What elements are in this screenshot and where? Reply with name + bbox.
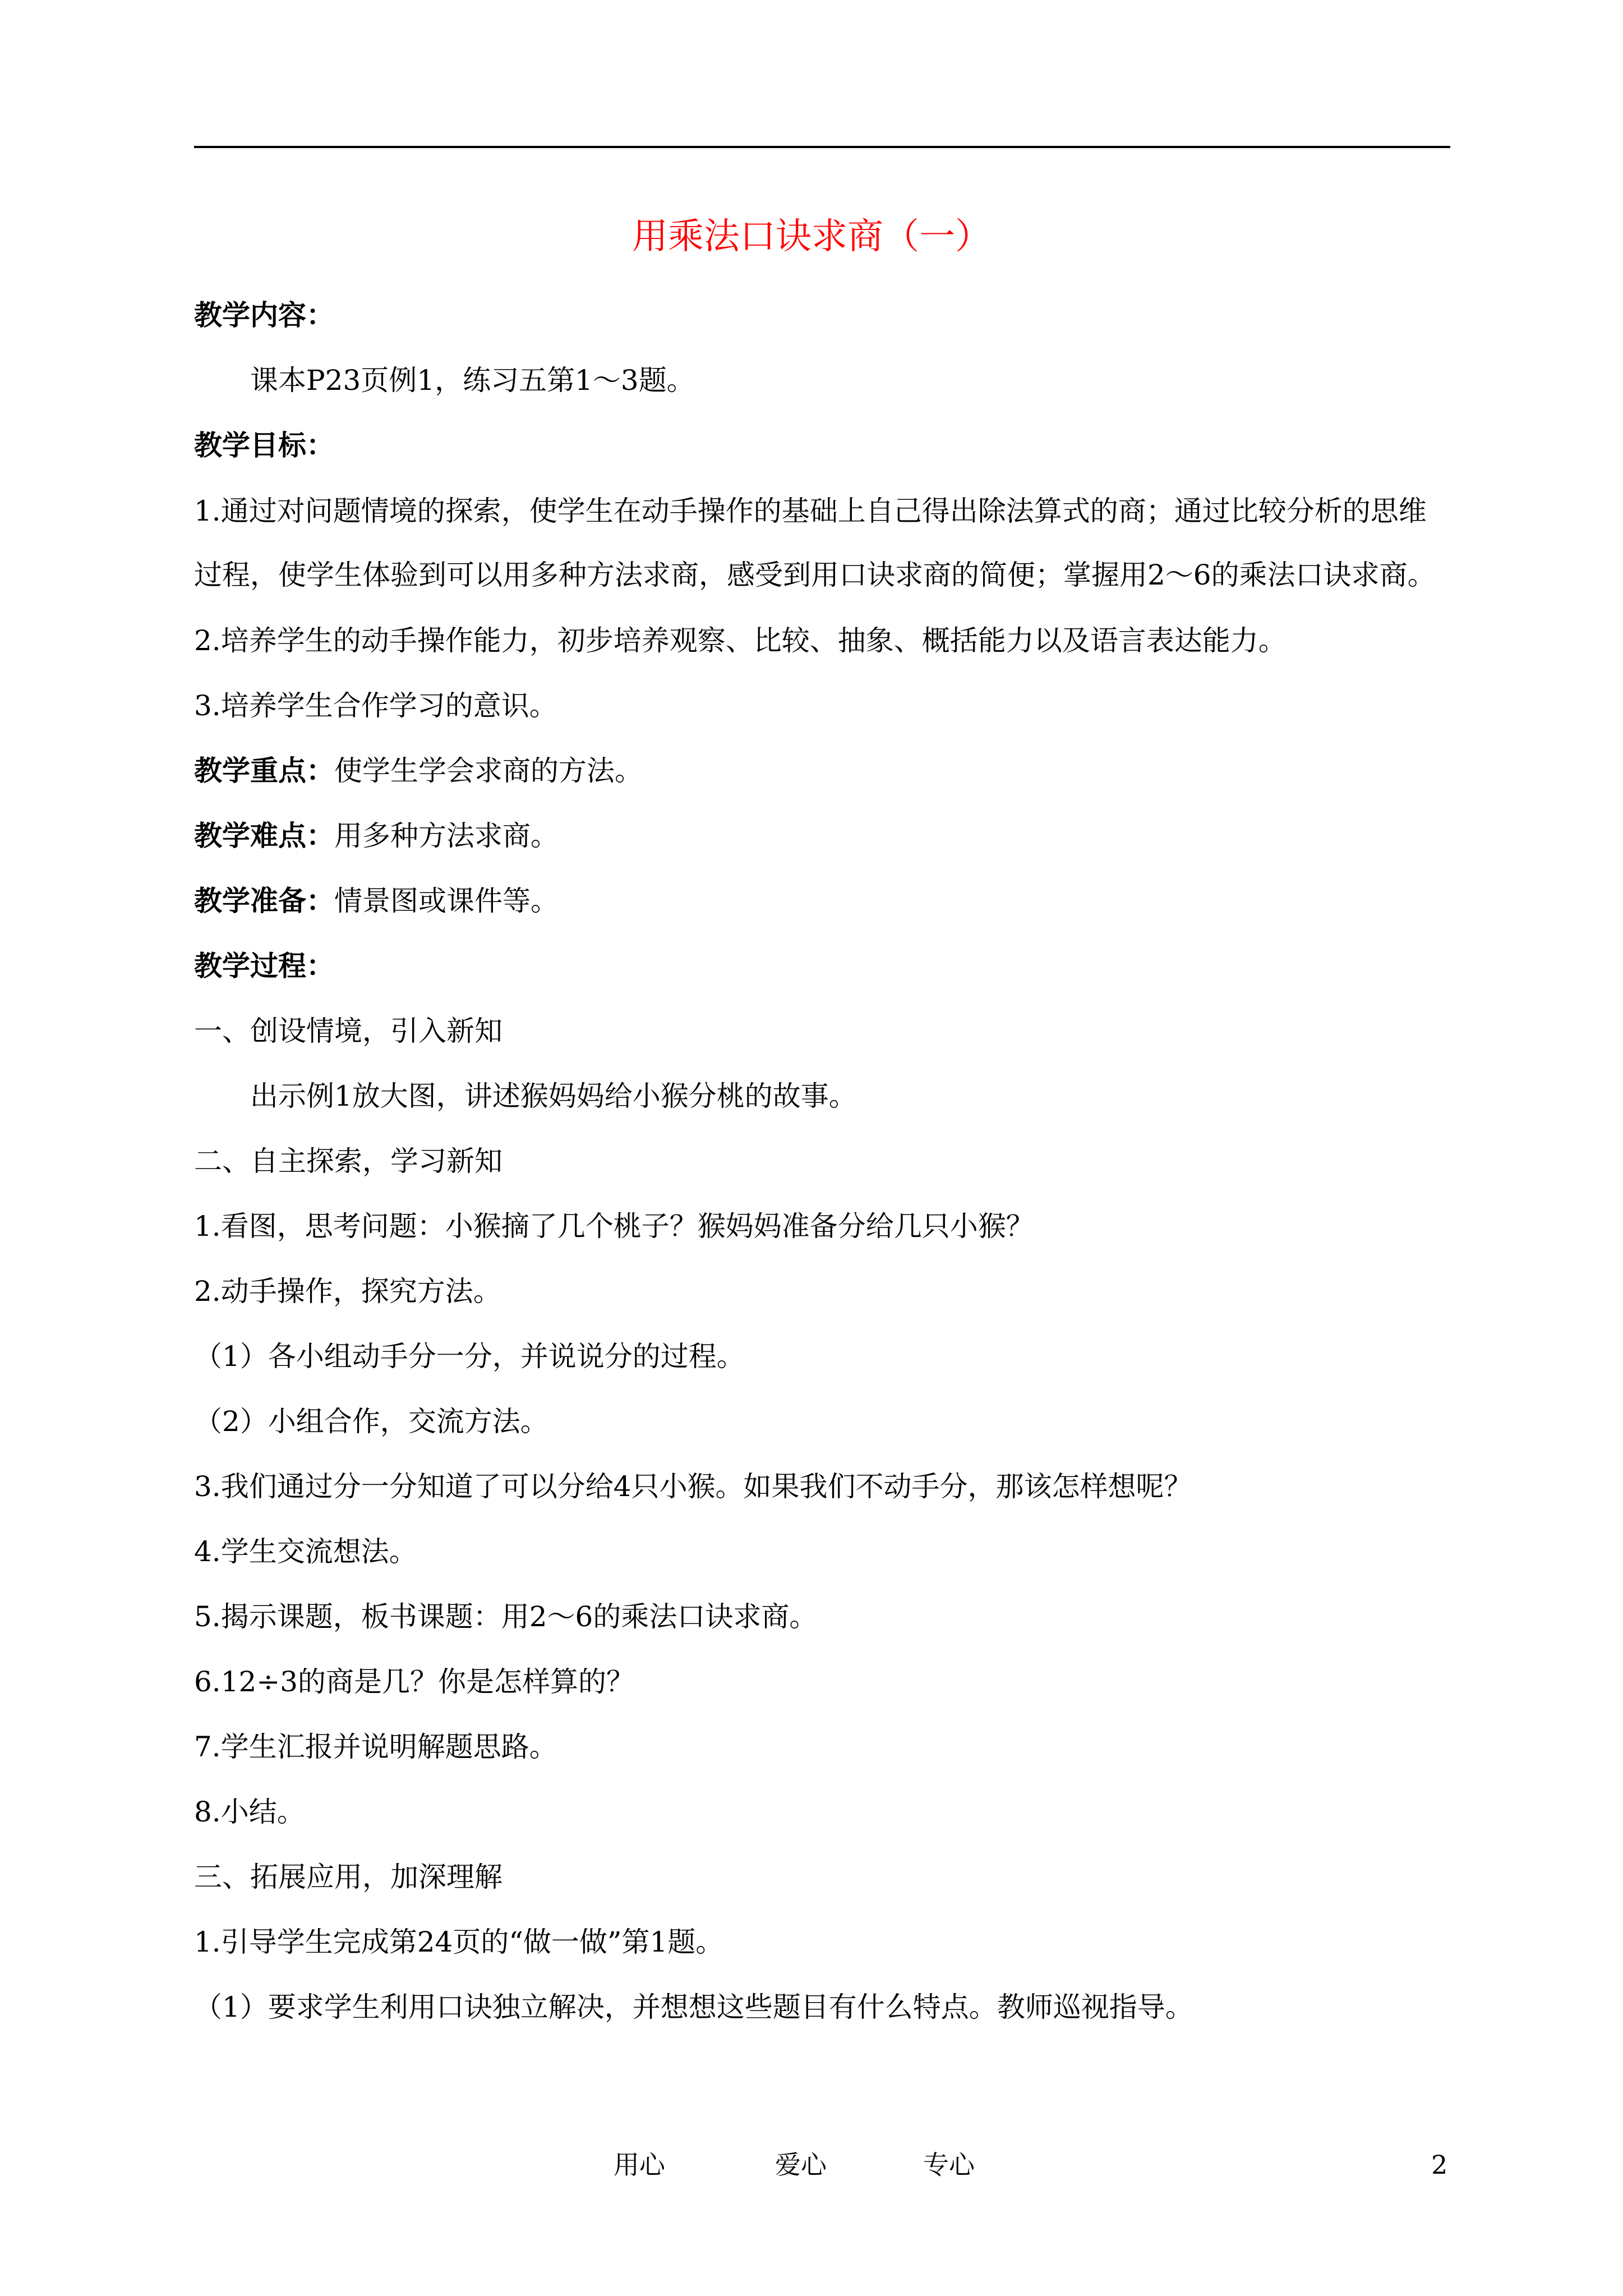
- process-step: 6.12÷3的商是几？你是怎样算的？: [194, 1665, 635, 1698]
- difficult-point-text: 用多种方法求商。: [334, 820, 559, 852]
- process-step: 7.学生汇报并说明解题思路。: [194, 1731, 557, 1763]
- page-number: 2: [1431, 2150, 1448, 2180]
- process-step: 8.小结。: [194, 1796, 305, 1828]
- preparation-text: 情景图或课件等。: [334, 885, 559, 917]
- process-step: 5.揭示课题，板书课题：用2～6的乘法口诀求商。: [194, 1600, 818, 1633]
- footer-motto: 爱心: [775, 2150, 827, 2180]
- section-title: 三、拓展应用，加深理解: [194, 1861, 502, 1893]
- difficult-point: [194, 815, 1450, 857]
- process-substep: （2）小组合作，交流方法。: [194, 1405, 548, 1438]
- process-substep: （1）各小组动手分一分，并说说分的过程。: [194, 1340, 745, 1373]
- preparation: [194, 880, 1450, 922]
- process-step: 4.学生交流想法。: [194, 1535, 417, 1568]
- document-body: [194, 294, 1450, 2051]
- section-title: 二、自主探索，学习新知: [194, 1145, 502, 1177]
- teaching-content-text: 课本P23页例1，练习五第1～3题。: [250, 364, 695, 397]
- teaching-goal-item: 1.通过对问题情境的探索，使学生在动手操作的基础上自己得出除法算式的商；通过比较分析的思维过程，使学生体验到可以用多种方法求商，感受到用口诀求商的简便；掌握用2～6的乘法口诀求商。: [194, 495, 1436, 591]
- teaching-goal-item: 2.培养学生的动手操作能力，初步培养观察、比较、抽象、概括能力以及语言表达能力。: [194, 624, 1287, 657]
- teaching-goals-heading: 教学目标：: [194, 429, 334, 462]
- difficult-point-label: 教学难点：: [194, 819, 334, 852]
- document-title: 用乘法口诀求商（一）: [632, 216, 991, 257]
- process-heading: 教学过程：: [194, 949, 334, 982]
- process-step: 1.引导学生完成第24页的“做一做”第1题。: [194, 1926, 724, 1958]
- page-footer: [0, 2145, 1623, 2184]
- process-step: 1.看图，思考问题：小猴摘了几个桃子？猴妈妈准备分给几只小猴？: [194, 1210, 1034, 1243]
- key-point-label: 教学重点：: [194, 754, 334, 787]
- teaching-content-heading: 教学内容：: [194, 298, 334, 332]
- footer-motto: 用心: [614, 2150, 665, 2180]
- footer-motto: 专心: [923, 2150, 975, 2180]
- process-substep: （1）要求学生利用口诀独立解决，并想想这些题目有什么特点。教师巡视指导。: [194, 1991, 1193, 2023]
- section-title: 一、创设情境，引入新知: [194, 1015, 502, 1047]
- teaching-goal-item: 3.培养学生合作学习的意识。: [194, 689, 557, 722]
- preparation-label: 教学准备：: [194, 884, 334, 917]
- key-point-text: 使学生学会求商的方法。: [334, 754, 643, 787]
- header-rule: [194, 146, 1450, 148]
- process-step: 3.我们通过分一分知道了可以分给4只小猴。如果我们不动手分，那该怎样想呢？: [194, 1470, 1192, 1503]
- key-point: [194, 749, 1450, 792]
- section-text: 出示例1放大图，讲述猴妈妈给小猴分桃的故事。: [250, 1080, 857, 1112]
- process-step: 2.动手操作，探究方法。: [194, 1275, 501, 1308]
